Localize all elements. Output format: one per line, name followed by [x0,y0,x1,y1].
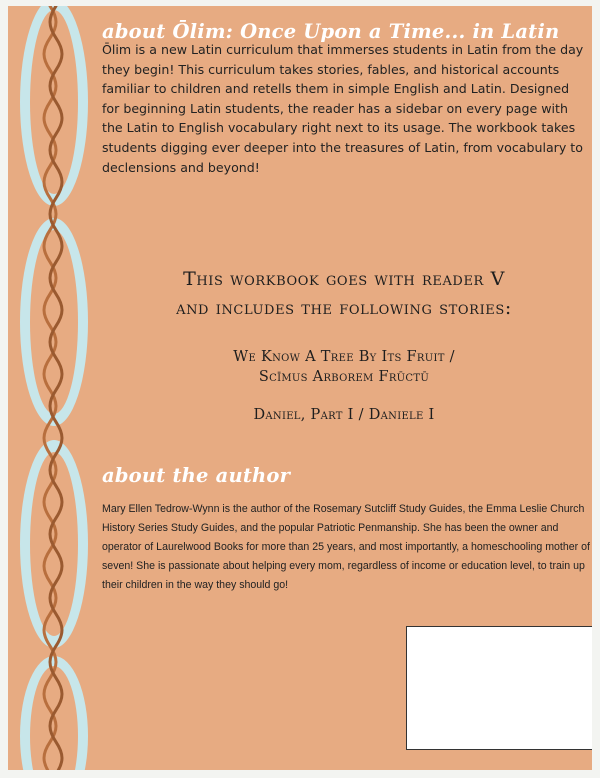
author-bio: Mary Ellen Tedrow-Wynn is the author of the Rosemary Sutcliff Study Guides, the Emma Leslie Church History Series Study Guides, and the popular Patriotic Penmanship. She has been the owner and operator of Laurelwood Books for more than 25 years, and most importantly, a homeschooling mother of seven! She is passionate about helping every mom, regardless of income or education level, to train up their children in the way they should go! [102,503,590,591]
back-cover [8,6,592,770]
about-author-heading: about the author [102,464,291,487]
cover-content [96,6,592,770]
story-1-title-latin: Scīmus Arborem Frūctū [258,369,430,385]
barcode-placeholder-box [406,626,592,750]
story-2-title: Daniel, Part I / Daniele I [253,407,435,423]
decorative-vine-border [8,6,96,770]
about-olim-heading: about Ōlim: Once Upon a Time... in Latin [102,20,560,43]
about-olim-description: Ōlim is a new Latin curriculum that immerses students in Latin from the day they begin! This curriculum takes stories, fables, and historical accounts familiar to children and retells them in simple English and Latin. Designed for beginning Latin students, the reader has a sidebar on every page with the Latin to English vocabulary right next to its usage. The workbook takes students digging ever deeper into the treasures of Latin, from vocabulary to declensions and beyond! [102,42,584,175]
workbook-line-1: This workbook goes with reader V [183,268,505,290]
story-1-title-english: We Know A Tree By Its Fruit / [233,349,455,365]
workbook-line-2: and includes the following stories: [176,297,512,319]
